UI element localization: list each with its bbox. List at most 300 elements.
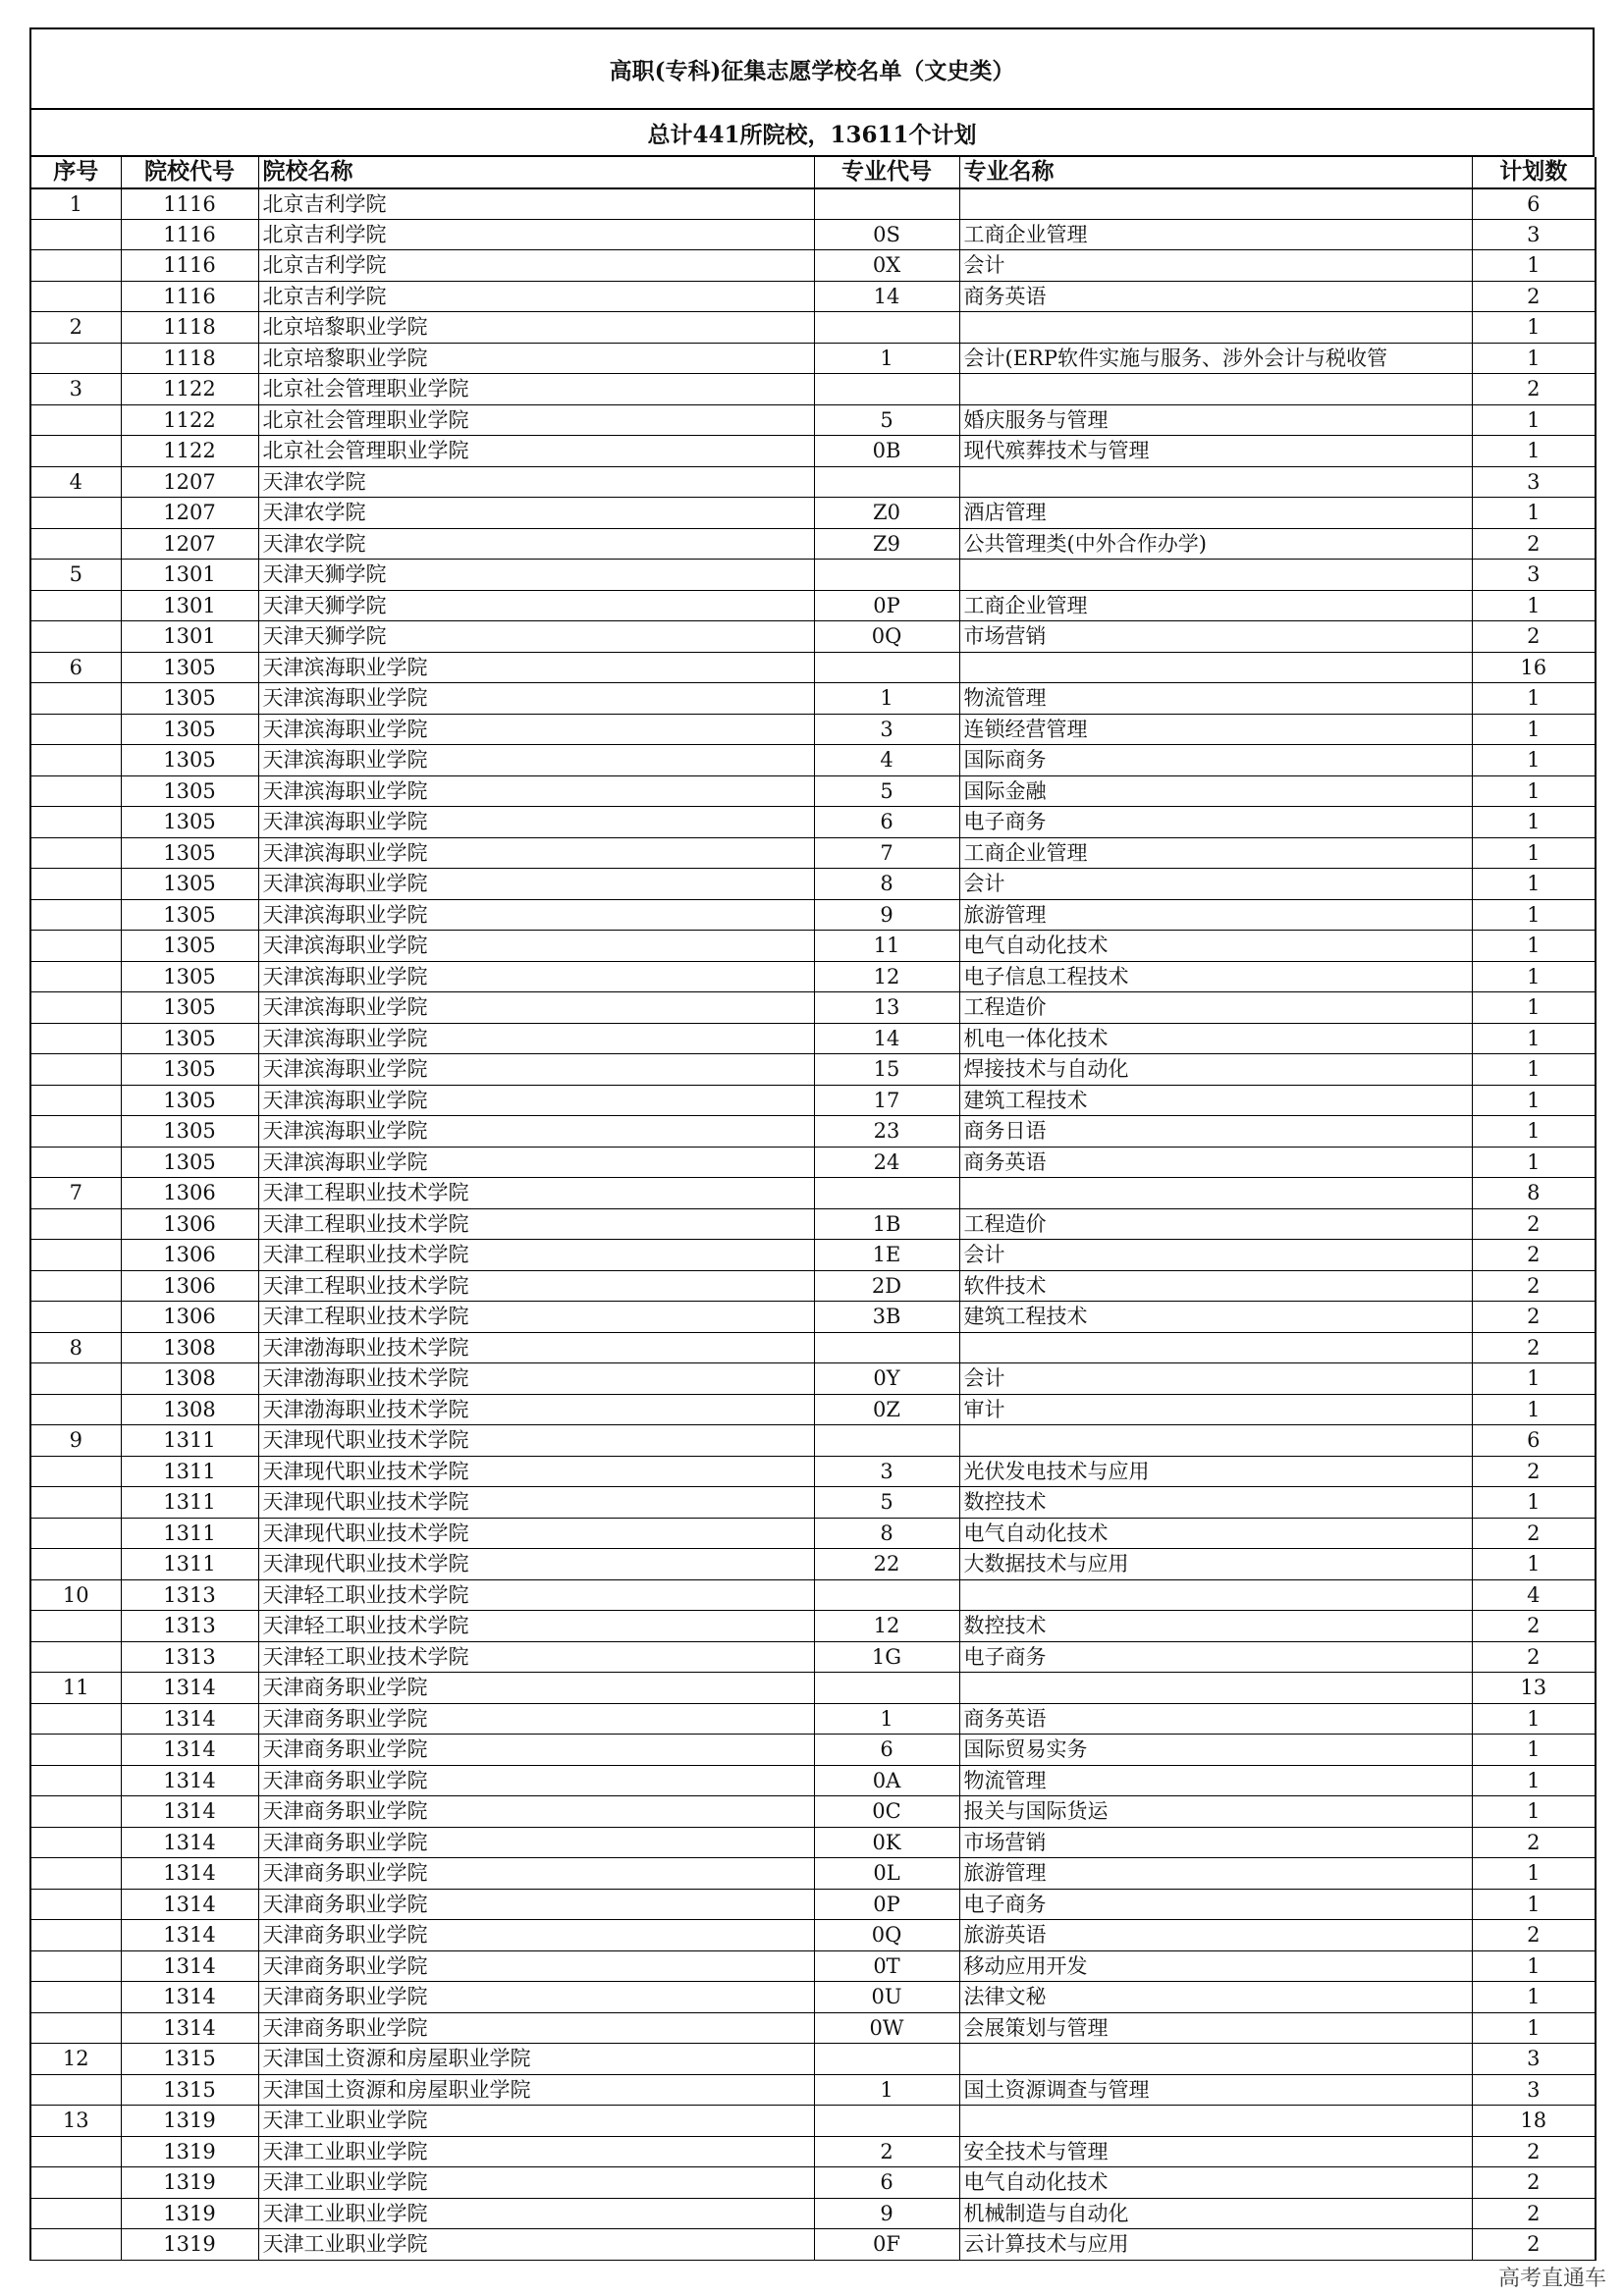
table-row — [30, 961, 1596, 992]
cell-major-name: 会计 — [959, 1363, 1472, 1395]
cell-school-name: 天津轻工职业技术学院 — [258, 1611, 814, 1642]
cell-major-name: 机电一体化技术 — [959, 1023, 1472, 1054]
cell-school-name: 天津商务职业学院 — [258, 1673, 814, 1704]
table-row — [30, 992, 1596, 1024]
cell-plan: 1 — [1472, 1085, 1596, 1116]
cell-major-name — [959, 1425, 1472, 1457]
cell-major-name: 酒店管理 — [959, 498, 1472, 529]
table-row — [30, 1950, 1596, 1982]
cell-seq — [30, 1611, 121, 1642]
cell-school-name: 天津工程职业技术学院 — [258, 1208, 814, 1240]
cell-plan: 1 — [1472, 1023, 1596, 1054]
cell-school-code: 1306 — [121, 1270, 258, 1302]
watermark: 高考直通车 — [1494, 2262, 1610, 2292]
cell-seq — [30, 745, 121, 776]
cell-school-name: 天津滨海职业学院 — [258, 961, 814, 992]
cell-school-name: 天津工业职业学院 — [258, 2167, 814, 2199]
cell-major-code: 0P — [814, 590, 959, 621]
cell-school-code: 1305 — [121, 775, 258, 807]
cell-seq — [30, 1487, 121, 1519]
cell-school-name: 北京社会管理职业学院 — [258, 436, 814, 467]
cell-seq: 10 — [30, 1579, 121, 1611]
table-row — [30, 312, 1596, 344]
cell-major-name: 现代殡葬技术与管理 — [959, 436, 1472, 467]
cell-school-name: 天津滨海职业学院 — [258, 1085, 814, 1116]
cell-plan: 6 — [1472, 188, 1596, 220]
cell-major-name: 市场营销 — [959, 621, 1472, 653]
cell-major-name: 婚庆服务与管理 — [959, 404, 1472, 436]
cell-seq — [30, 961, 121, 992]
cell-plan: 2 — [1472, 1611, 1596, 1642]
cell-school-code: 1118 — [121, 312, 258, 344]
cell-school-code: 1207 — [121, 528, 258, 560]
cell-plan: 2 — [1472, 1208, 1596, 1240]
cell-seq — [30, 869, 121, 900]
cell-major-code: 0Q — [814, 621, 959, 653]
cell-school-name: 北京吉利学院 — [258, 219, 814, 250]
cell-school-name: 天津滨海职业学院 — [258, 931, 814, 962]
cell-major-name — [959, 1579, 1472, 1611]
cell-school-name: 天津商务职业学院 — [258, 1703, 814, 1735]
cell-plan: 1 — [1472, 1703, 1596, 1735]
cell-major-name: 会计 — [959, 869, 1472, 900]
cell-school-name: 天津工程职业技术学院 — [258, 1270, 814, 1302]
cell-major-code: 0K — [814, 1827, 959, 1858]
table-row — [30, 807, 1596, 838]
cell-seq: 13 — [30, 2106, 121, 2137]
cell-major-name — [959, 1332, 1472, 1363]
cell-school-code: 1319 — [121, 2198, 258, 2229]
cell-school-code: 1319 — [121, 2229, 258, 2261]
cell-plan: 2 — [1472, 2167, 1596, 2199]
table-row — [30, 1827, 1596, 1858]
cell-major-name: 工商企业管理 — [959, 219, 1472, 250]
cell-plan: 1 — [1472, 961, 1596, 992]
cell-school-name: 北京社会管理职业学院 — [258, 404, 814, 436]
cell-major-name — [959, 1178, 1472, 1209]
cell-plan: 1 — [1472, 1363, 1596, 1395]
header-major-code: 专业代号 — [814, 157, 959, 188]
cell-major-code — [814, 188, 959, 220]
table-row — [30, 652, 1596, 683]
cell-plan: 3 — [1472, 2074, 1596, 2106]
cell-school-code: 1311 — [121, 1487, 258, 1519]
table-row — [30, 1208, 1596, 1240]
cell-school-name: 天津滨海职业学院 — [258, 652, 814, 683]
cell-major-code: Z0 — [814, 498, 959, 529]
cell-major-name: 电子信息工程技术 — [959, 961, 1472, 992]
cell-major-code: 1 — [814, 2074, 959, 2106]
cell-major-code: 2 — [814, 2136, 959, 2167]
table-row — [30, 281, 1596, 312]
table-row — [30, 1518, 1596, 1549]
cell-school-name: 天津商务职业学院 — [258, 1735, 814, 1766]
cell-plan: 2 — [1472, 1920, 1596, 1951]
cell-plan: 1 — [1472, 745, 1596, 776]
table-row — [30, 714, 1596, 745]
cell-major-name — [959, 466, 1472, 498]
cell-plan: 1 — [1472, 1982, 1596, 2013]
cell-plan: 1 — [1472, 1765, 1596, 1796]
cell-school-name: 天津工程职业技术学院 — [258, 1178, 814, 1209]
cell-seq: 5 — [30, 560, 121, 591]
cell-school-code: 1301 — [121, 621, 258, 653]
cell-major-code — [814, 1673, 959, 1704]
cell-seq — [30, 1549, 121, 1580]
table-row — [30, 1549, 1596, 1580]
cell-school-code: 1116 — [121, 281, 258, 312]
cell-plan: 1 — [1472, 931, 1596, 962]
table-row — [30, 2167, 1596, 2199]
cell-major-name: 市场营销 — [959, 1827, 1472, 1858]
table-row — [30, 2136, 1596, 2167]
cell-major-code: 8 — [814, 869, 959, 900]
cell-plan: 1 — [1472, 1394, 1596, 1425]
cell-school-code: 1314 — [121, 1889, 258, 1920]
cell-major-name: 商务英语 — [959, 1147, 1472, 1178]
cell-major-code: 0P — [814, 1889, 959, 1920]
cell-plan: 2 — [1472, 1240, 1596, 1271]
cell-major-code: 0L — [814, 1858, 959, 1890]
cell-major-name: 电气自动化技术 — [959, 1518, 1472, 1549]
cell-school-name: 北京吉利学院 — [258, 188, 814, 220]
cell-school-name: 天津现代职业技术学院 — [258, 1456, 814, 1487]
cell-seq — [30, 1735, 121, 1766]
header-plan: 计划数 — [1472, 157, 1596, 188]
cell-school-code: 1116 — [121, 219, 258, 250]
cell-major-name: 工商企业管理 — [959, 837, 1472, 869]
cell-plan: 1 — [1472, 1116, 1596, 1148]
cell-school-name: 天津商务职业学院 — [258, 1982, 814, 2013]
cell-school-code: 1305 — [121, 899, 258, 931]
cell-seq — [30, 1240, 121, 1271]
cell-plan: 1 — [1472, 869, 1596, 900]
cell-school-name: 天津滨海职业学院 — [258, 807, 814, 838]
cell-school-name: 北京社会管理职业学院 — [258, 374, 814, 405]
cell-school-name: 天津工程职业技术学院 — [258, 1302, 814, 1333]
cell-major-name: 电子商务 — [959, 1889, 1472, 1920]
table-row — [30, 2106, 1596, 2137]
table-row — [30, 374, 1596, 405]
cell-major-code: 1 — [814, 683, 959, 715]
cell-major-name: 审计 — [959, 1394, 1472, 1425]
cell-plan: 1 — [1472, 343, 1596, 374]
cell-major-name: 电子商务 — [959, 807, 1472, 838]
cell-school-name: 天津工业职业学院 — [258, 2229, 814, 2261]
cell-school-code: 1319 — [121, 2136, 258, 2167]
cell-school-name: 天津滨海职业学院 — [258, 745, 814, 776]
cell-major-name: 物流管理 — [959, 683, 1472, 715]
cell-school-code: 1314 — [121, 1796, 258, 1828]
cell-plan: 1 — [1472, 1147, 1596, 1178]
cell-school-code: 1306 — [121, 1178, 258, 1209]
cell-plan: 1 — [1472, 837, 1596, 869]
cell-major-code: 13 — [814, 992, 959, 1024]
cell-school-code: 1311 — [121, 1518, 258, 1549]
cell-major-name: 商务英语 — [959, 1703, 1472, 1735]
cell-major-code: 0T — [814, 1950, 959, 1982]
cell-seq — [30, 281, 121, 312]
cell-major-code: 0F — [814, 2229, 959, 2261]
cell-seq — [30, 1641, 121, 1673]
table-row — [30, 1889, 1596, 1920]
cell-major-name: 建筑工程技术 — [959, 1085, 1472, 1116]
cell-seq — [30, 1889, 121, 1920]
cell-major-name — [959, 374, 1472, 405]
cell-seq — [30, 2074, 121, 2106]
cell-school-code: 1305 — [121, 1054, 258, 1086]
cell-school-name: 天津轻工职业技术学院 — [258, 1579, 814, 1611]
cell-school-code: 1306 — [121, 1302, 258, 1333]
page-title: 高职(专科)征集志愿学校名单（文史类） — [29, 27, 1595, 110]
cell-major-code: 6 — [814, 807, 959, 838]
cell-school-name: 天津滨海职业学院 — [258, 837, 814, 869]
table-row — [30, 1673, 1596, 1704]
cell-plan: 1 — [1472, 1858, 1596, 1890]
cell-major-code: 1E — [814, 1240, 959, 1271]
cell-seq: 11 — [30, 1673, 121, 1704]
cell-major-name: 机械制造与自动化 — [959, 2198, 1472, 2229]
cell-seq — [30, 1703, 121, 1735]
cell-school-code: 1306 — [121, 1208, 258, 1240]
cell-major-name: 建筑工程技术 — [959, 1302, 1472, 1333]
cell-school-name: 天津滨海职业学院 — [258, 899, 814, 931]
cell-school-code: 1311 — [121, 1425, 258, 1457]
cell-seq — [30, 2198, 121, 2229]
cell-school-name: 天津工业职业学院 — [258, 2198, 814, 2229]
cell-major-code: 0X — [814, 250, 959, 282]
cell-major-code: 6 — [814, 1735, 959, 1766]
table-row — [30, 436, 1596, 467]
cell-major-name — [959, 652, 1472, 683]
cell-school-code: 1305 — [121, 807, 258, 838]
table-row — [30, 1796, 1596, 1828]
cell-seq — [30, 1827, 121, 1858]
cell-plan: 1 — [1472, 1796, 1596, 1828]
cell-school-name: 北京培黎职业学院 — [258, 343, 814, 374]
cell-major-code: 0Z — [814, 1394, 959, 1425]
cell-school-code: 1122 — [121, 404, 258, 436]
cell-school-name: 北京培黎职业学院 — [258, 312, 814, 344]
cell-major-code: 0B — [814, 436, 959, 467]
table-row — [30, 250, 1596, 282]
cell-school-name: 天津滨海职业学院 — [258, 869, 814, 900]
cell-plan: 16 — [1472, 652, 1596, 683]
cell-plan: 3 — [1472, 2044, 1596, 2075]
cell-seq: 4 — [30, 466, 121, 498]
cell-school-code: 1305 — [121, 1023, 258, 1054]
cell-plan: 2 — [1472, 281, 1596, 312]
header-seq: 序号 — [30, 157, 121, 188]
cell-school-code: 1306 — [121, 1240, 258, 1271]
cell-major-name: 旅游英语 — [959, 1920, 1472, 1951]
cell-school-name: 天津农学院 — [258, 528, 814, 560]
table-row — [30, 1765, 1596, 1796]
cell-plan: 3 — [1472, 219, 1596, 250]
cell-major-code — [814, 560, 959, 591]
cell-major-code: 7 — [814, 837, 959, 869]
cell-plan: 1 — [1472, 1889, 1596, 1920]
cell-major-name: 工商企业管理 — [959, 590, 1472, 621]
table-row — [30, 1703, 1596, 1735]
cell-plan: 1 — [1472, 1549, 1596, 1580]
table-row — [30, 1085, 1596, 1116]
header-major-name: 专业名称 — [959, 157, 1472, 188]
cell-school-code: 1308 — [121, 1394, 258, 1425]
cell-major-code: 0A — [814, 1765, 959, 1796]
cell-plan: 1 — [1472, 2012, 1596, 2044]
cell-major-name: 工程造价 — [959, 1208, 1472, 1240]
cell-plan: 2 — [1472, 1332, 1596, 1363]
cell-major-name — [959, 1673, 1472, 1704]
cell-school-code: 1301 — [121, 560, 258, 591]
cell-seq: 9 — [30, 1425, 121, 1457]
cell-seq: 1 — [30, 188, 121, 220]
cell-seq — [30, 1270, 121, 1302]
table-header-row — [30, 157, 1596, 188]
cell-plan: 1 — [1472, 992, 1596, 1024]
cell-seq — [30, 498, 121, 529]
cell-major-code: 24 — [814, 1147, 959, 1178]
cell-major-code — [814, 652, 959, 683]
table-row — [30, 1363, 1596, 1395]
cell-school-code: 1305 — [121, 652, 258, 683]
table-row — [30, 404, 1596, 436]
header-school-name: 院校名称 — [258, 157, 814, 188]
cell-plan: 2 — [1472, 1270, 1596, 1302]
cell-school-name: 天津渤海职业技术学院 — [258, 1363, 814, 1395]
cell-school-code: 1207 — [121, 498, 258, 529]
cell-major-code: 22 — [814, 1549, 959, 1580]
cell-major-name: 移动应用开发 — [959, 1950, 1472, 1982]
cell-school-code: 1122 — [121, 374, 258, 405]
table-row — [30, 899, 1596, 931]
cell-major-name: 软件技术 — [959, 1270, 1472, 1302]
cell-major-code: 4 — [814, 745, 959, 776]
cell-school-name: 天津天狮学院 — [258, 621, 814, 653]
table-row — [30, 1178, 1596, 1209]
cell-plan: 2 — [1472, 2136, 1596, 2167]
cell-plan: 2 — [1472, 2229, 1596, 2261]
cell-school-name: 天津工业职业学院 — [258, 2136, 814, 2167]
cell-school-code: 1308 — [121, 1363, 258, 1395]
cell-school-name: 天津天狮学院 — [258, 560, 814, 591]
cell-seq — [30, 992, 121, 1024]
cell-major-code: 5 — [814, 404, 959, 436]
table-row — [30, 1270, 1596, 1302]
cell-plan: 2 — [1472, 528, 1596, 560]
cell-major-name: 光伏发电技术与应用 — [959, 1456, 1472, 1487]
cell-major-code: 5 — [814, 1487, 959, 1519]
cell-major-code: 0U — [814, 1982, 959, 2013]
cell-school-code: 1305 — [121, 745, 258, 776]
cell-major-code — [814, 2044, 959, 2075]
cell-school-name: 北京吉利学院 — [258, 281, 814, 312]
cell-seq — [30, 590, 121, 621]
cell-school-name: 天津农学院 — [258, 466, 814, 498]
cell-school-name: 天津滨海职业学院 — [258, 1147, 814, 1178]
cell-plan: 2 — [1472, 1456, 1596, 1487]
table-row — [30, 1302, 1596, 1333]
table-row — [30, 1487, 1596, 1519]
cell-school-code: 1116 — [121, 250, 258, 282]
cell-major-name: 国际商务 — [959, 745, 1472, 776]
cell-plan: 1 — [1472, 590, 1596, 621]
cell-major-name — [959, 560, 1472, 591]
table-row — [30, 1116, 1596, 1148]
cell-major-code: 0C — [814, 1796, 959, 1828]
cell-seq — [30, 931, 121, 962]
cell-plan: 18 — [1472, 2106, 1596, 2137]
cell-school-name: 天津天狮学院 — [258, 590, 814, 621]
cell-major-name: 旅游管理 — [959, 899, 1472, 931]
table-row — [30, 188, 1596, 220]
cell-plan: 1 — [1472, 775, 1596, 807]
cell-major-name: 数控技术 — [959, 1487, 1472, 1519]
table-row — [30, 219, 1596, 250]
cell-major-name: 焊接技术与自动化 — [959, 1054, 1472, 1086]
cell-major-name — [959, 2044, 1472, 2075]
table-row — [30, 683, 1596, 715]
cell-school-code: 1314 — [121, 1703, 258, 1735]
cell-seq — [30, 1765, 121, 1796]
cell-seq — [30, 1982, 121, 2013]
cell-school-name: 天津现代职业技术学院 — [258, 1518, 814, 1549]
table-row — [30, 775, 1596, 807]
cell-school-name: 天津轻工职业技术学院 — [258, 1641, 814, 1673]
table-row — [30, 621, 1596, 653]
cell-major-name: 公共管理类(中外合作办学) — [959, 528, 1472, 560]
table-row — [30, 343, 1596, 374]
table-row — [30, 1920, 1596, 1951]
cell-plan: 1 — [1472, 899, 1596, 931]
cell-major-code — [814, 374, 959, 405]
cell-major-code: 15 — [814, 1054, 959, 1086]
cell-major-code: 1 — [814, 343, 959, 374]
cell-seq — [30, 1208, 121, 1240]
table-row — [30, 837, 1596, 869]
cell-major-code — [814, 466, 959, 498]
cell-plan: 1 — [1472, 312, 1596, 344]
table-row — [30, 1982, 1596, 2013]
cell-plan: 13 — [1472, 1673, 1596, 1704]
cell-seq — [30, 775, 121, 807]
cell-seq: 12 — [30, 2044, 121, 2075]
cell-plan: 2 — [1472, 1518, 1596, 1549]
cell-plan: 2 — [1472, 1641, 1596, 1673]
cell-major-name: 大数据技术与应用 — [959, 1549, 1472, 1580]
table-body — [30, 188, 1596, 2261]
cell-school-code: 1305 — [121, 992, 258, 1024]
table-row — [30, 1240, 1596, 1271]
cell-major-code: 0S — [814, 219, 959, 250]
cell-school-name: 天津商务职业学院 — [258, 2012, 814, 2044]
cell-seq — [30, 683, 121, 715]
cell-major-code — [814, 1579, 959, 1611]
cell-plan: 1 — [1472, 1054, 1596, 1086]
cell-major-name: 国土资源调查与管理 — [959, 2074, 1472, 2106]
cell-seq — [30, 404, 121, 436]
cell-plan: 1 — [1472, 404, 1596, 436]
cell-major-code: 0Q — [814, 1920, 959, 1951]
cell-school-code: 1315 — [121, 2074, 258, 2106]
cell-seq — [30, 1302, 121, 1333]
cell-seq — [30, 1920, 121, 1951]
cell-plan: 1 — [1472, 250, 1596, 282]
cell-major-name: 会计(ERP软件实施与服务、涉外会计与税收管 — [959, 343, 1472, 374]
cell-major-name: 连锁经营管理 — [959, 714, 1472, 745]
table-row — [30, 1641, 1596, 1673]
